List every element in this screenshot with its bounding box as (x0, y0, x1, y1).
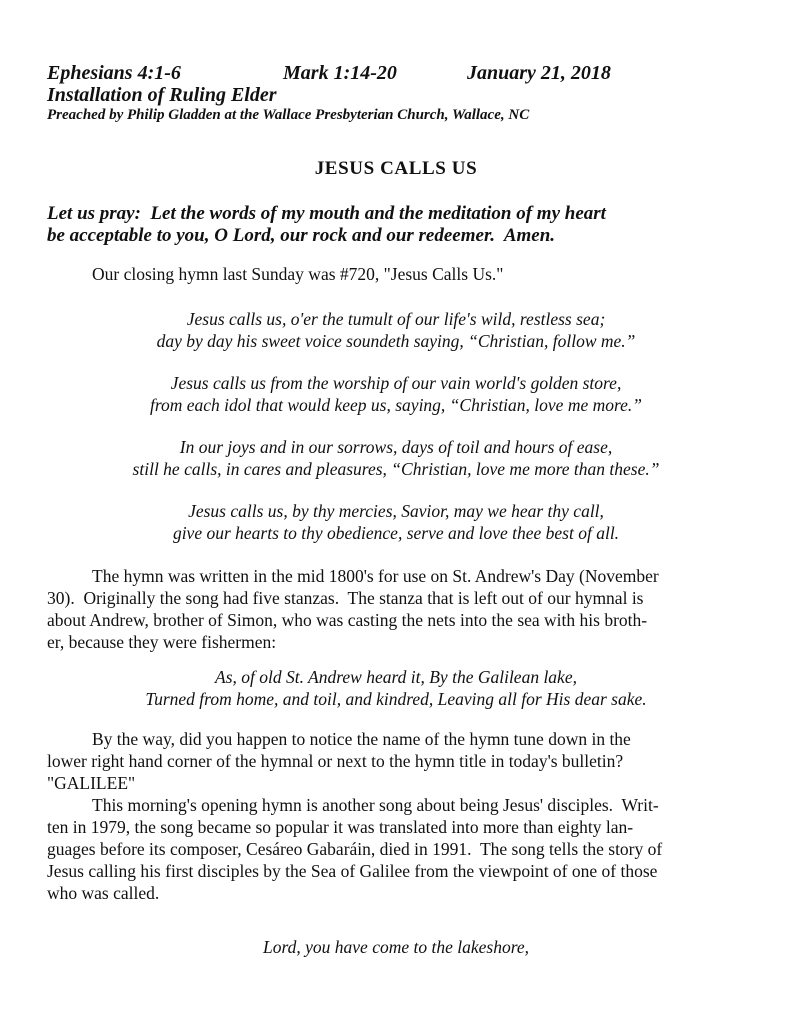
sermon-title: JESUS CALLS US (314, 158, 478, 179)
paragraph-line: lower right hand corner of the hymnal or next to the hymn title in today's bulletin? (47, 751, 624, 771)
scripture-reference-2: Mark 1:14-20 (283, 62, 397, 84)
stanza-line: give our hearts to thy obedience, serve and love thee best of all. (172, 523, 620, 543)
opening-prayer (47, 203, 745, 247)
stanza-line: As, of old St. Andrew heard it, By the Galilean lake, (215, 667, 577, 687)
paragraph-line: who was called. (47, 883, 160, 903)
hymn-stanza-4 (47, 500, 745, 544)
sermon-date: January 21, 2018 (467, 62, 611, 84)
paragraph-hymn-history (47, 565, 745, 653)
paragraph-line: er, because they were fishermen: (47, 632, 277, 652)
paragraph-line: This morning's opening hymn is another song about being Jesus' disciples. Writ- (92, 795, 659, 815)
scripture-reference-1: Ephesians 4:1-6 (47, 62, 181, 84)
stanza-line: Jesus calls us from the worship of our vain world's golden store, (170, 373, 622, 393)
hymn-stanza-3 (47, 436, 745, 480)
paragraph-line: 30). Originally the song had five stanzas. The stanza that is left out of our hymnal is (47, 588, 644, 608)
prayer-line: be acceptable to you, O Lord, our rock and our redeemer. Amen. (47, 225, 556, 246)
occasion-line: Installation of Ruling Elder (47, 84, 277, 106)
sermon-header (47, 62, 745, 125)
byline: Preached by Philip Gladden at the Wallace Presbyterian Church, Wallace, NC (47, 107, 530, 123)
stanza-line: Lord, you have come to the lakeshore, (263, 937, 529, 957)
omitted-stanza (47, 666, 745, 710)
paragraph-line: The hymn was written in the mid 1800's for use on St. Andrew's Day (November (92, 566, 659, 586)
paragraph-line: Jesus calling his first disciples by the Sea of Galilee from the viewpoint of one of those (47, 861, 658, 881)
prayer-line: Let us pray: Let the words of my mouth and the meditation of my heart (47, 203, 606, 224)
hymn-stanza-1 (47, 308, 745, 352)
paragraph-line: "GALILEE" (47, 773, 136, 793)
scripture-reference-row (47, 62, 745, 84)
hymn-stanza-2 (47, 372, 745, 416)
paragraph-hymn-tune (47, 728, 745, 794)
closing-hymn-line (47, 936, 745, 958)
stanza-line: from each idol that would keep us, saying, “Christian, love me more.” (149, 395, 643, 415)
stanza-line: Jesus calls us, by thy mercies, Savior, may we hear thy call, (188, 501, 604, 521)
paragraph-opening-hymn (47, 794, 745, 904)
paragraph-line: By the way, did you happen to notice the name of the hymn tune down in the (92, 729, 631, 749)
paragraph-line: ten in 1979, the song became so popular it was translated into more than eighty lan- (47, 817, 634, 837)
paragraph-closing-hymn (47, 263, 745, 285)
stanza-line: Turned from home, and toil, and kindred, Leaving all for His dear sake. (145, 689, 647, 709)
paragraph-line: about Andrew, brother of Simon, who was casting the nets into the sea with his broth- (47, 610, 648, 630)
paragraph-line: guages before its composer, Cesáreo Gabaráin, died in 1991. The song tells the story of (47, 839, 663, 859)
paragraph-line: Our closing hymn last Sunday was #720, "Jesus Calls Us." (92, 264, 504, 284)
stanza-line: In our joys and in our sorrows, days of toil and hours of ease, (179, 437, 613, 457)
stanza-line: Jesus calls us, o'er the tumult of our life's wild, restless sea; (186, 309, 606, 329)
stanza-line: day by day his sweet voice soundeth saying, “Christian, follow me.” (156, 331, 636, 351)
stanza-line: still he calls, in cares and pleasures, “Christian, love me more than these.” (132, 459, 660, 479)
